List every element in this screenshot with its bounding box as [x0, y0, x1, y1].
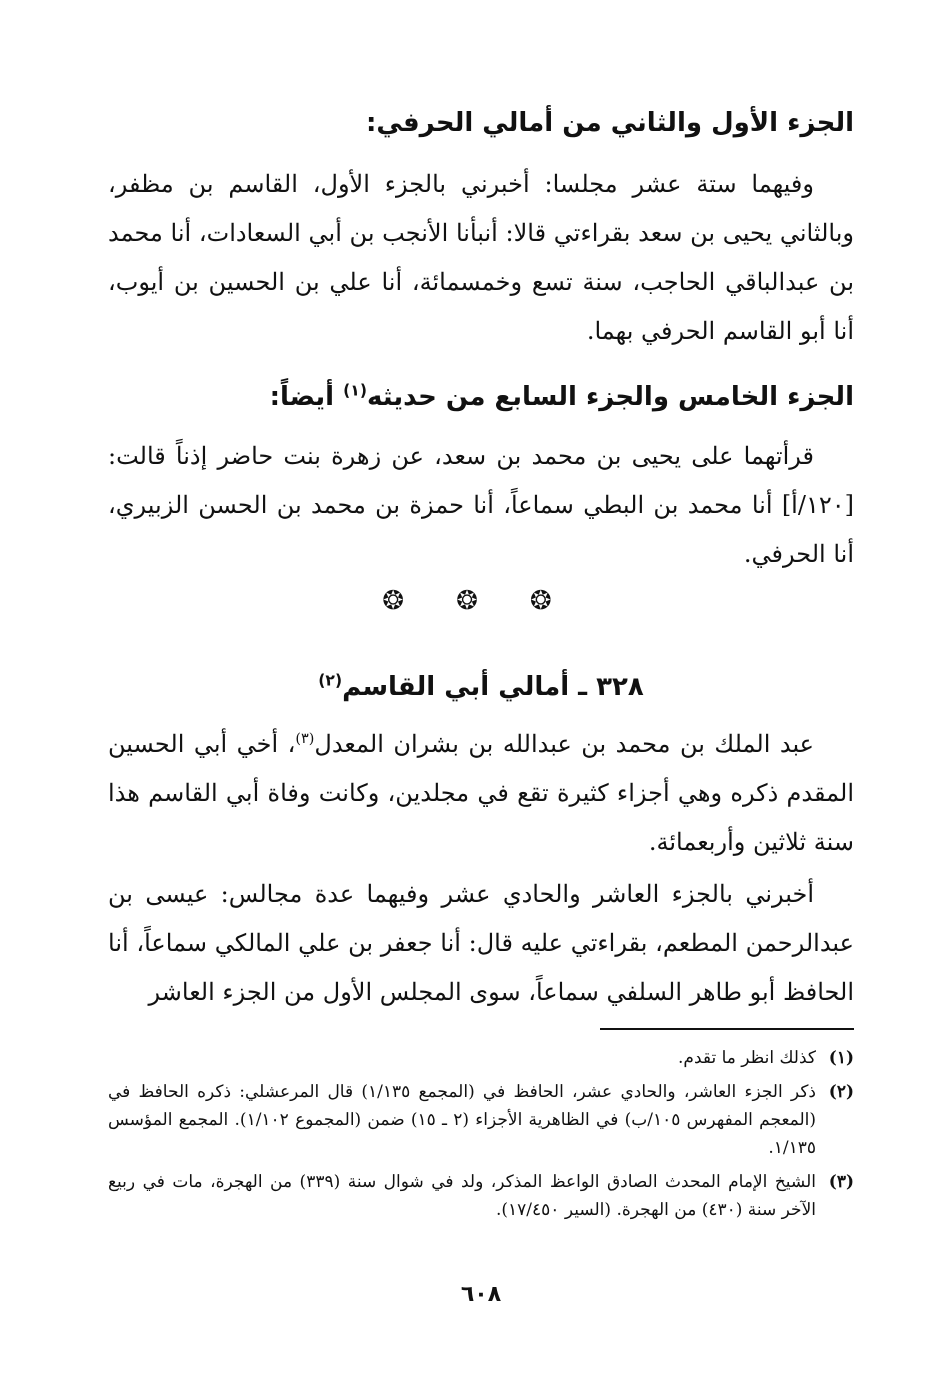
footnotes	[108, 1044, 854, 1230]
footnote-separator	[600, 1028, 854, 1030]
footnote-number: (٢)	[828, 1082, 854, 1102]
footnote-3	[108, 1168, 854, 1224]
footnote-text: كذلك انظر ما تقدم.	[678, 1048, 816, 1068]
ornament-icon: ❂	[456, 586, 506, 616]
paragraph-text: قرأتهما على يحيى بن محمد بن سعد، عن زهرة بنت حاضر إذناً قالت: [١٢٠/أ] أنا محمد بن البطي سماعاً، أنا حمزة بن محمد بن الحسن الزبيري، أنا الحرفي.	[108, 442, 854, 568]
paragraph-text-start: عبد الملك بن محمد بن عبدالله بن بشران المعدل	[314, 730, 815, 758]
heading-text: ٣٢٨ ـ أمالي أبي القاسم	[342, 672, 644, 702]
ornament-icon: ❂	[529, 586, 580, 616]
paragraph-text: أخبرني بالجزء العاشر والحادي عشر وفيهما عدة مجالس: عيسى بن عبدالرحمن المطعم، بقراءتي عليه قال: أنا جعفر بن علي المالكي سماعاً، أنا الحافظ أبو طاهر السلفي سماعاً، سوى المجلس الأول من الجزء العاشر	[108, 880, 854, 1006]
footnote-1	[108, 1044, 854, 1072]
footnote-number: (١)	[828, 1048, 854, 1068]
footnote-number: (٣)	[828, 1172, 854, 1192]
heading-text: الجزء الأول والثاني من أمالي الحرفي:	[365, 108, 854, 138]
footnote-2	[108, 1078, 854, 1162]
section-divider-ornaments	[108, 584, 854, 618]
paragraph-parts-5-7	[108, 432, 854, 579]
entry-heading-328	[108, 670, 854, 704]
paragraph-text: وفيهما ستة عشر مجلسا: أخبرني بالجزء الأول، القاسم بن مظفر، وبالثاني يحيى بن سعد بقراءتي قالا: أنبأنا الأنجب بن أبي السعادات، أنا محمد بن عبدالباقي الحاجب، سنة تسع وخمسمائة، أنا علي بن الحسين بن أيوب، أنا أبو القاسم الحرفي بهما.	[108, 170, 854, 345]
footnote-text: ذكر الجزء العاشر، والحادي عشر، الحافظ في (المجمع ١/١٣٥) قال المرعشلي: ذكره الحافظ في (المعجم المفهرس ١٠٥/ب) في الظاهرية الأجزاء (٢ ـ ١٥) ضمن (المجموع ١/١٠٢). المجمع المؤسس ١/١٣٥.	[108, 1082, 817, 1158]
page-number: ٦٠٨	[460, 1282, 502, 1307]
paragraph-abu-al-qasim-bio	[108, 720, 854, 867]
paragraph-text-end: ، أخي أبي الحسين المقدم ذكره وهي أجزاء كثيرة تقع في مجلدين، وكانت وفاة أبي القاسم هذا سنة ثلاثين وأربعمائة.	[108, 730, 854, 856]
footnote-text: الشيخ الإمام المحدث الصادق الواعظ المذكر، ولد في شوال سنة (٣٣٩) من الهجرة، مات في ربيع الآخر سنة (٤٣٠) من الهجرة. (السير ١٧/٤٥٠).	[108, 1172, 817, 1220]
section-heading-parts-5-7	[108, 380, 854, 414]
heading-text: الجزء الخامس والجزء السابع من حديثه	[366, 382, 854, 412]
heading-text-suffix: أيضاً:	[269, 382, 344, 412]
paragraph-hurfi-parts-1-2	[108, 160, 854, 356]
footnote-marker: (٣)	[295, 731, 315, 747]
paragraph-parts-10-11	[108, 870, 854, 1017]
footnote-marker: (١)	[343, 381, 367, 400]
ornament-icon: ❂	[382, 586, 433, 616]
paragraph-text	[108, 720, 854, 867]
book-page	[108, 0, 854, 1384]
section-heading-hurfi-parts-1-2	[108, 106, 854, 140]
footnote-marker: (٢)	[318, 671, 343, 690]
